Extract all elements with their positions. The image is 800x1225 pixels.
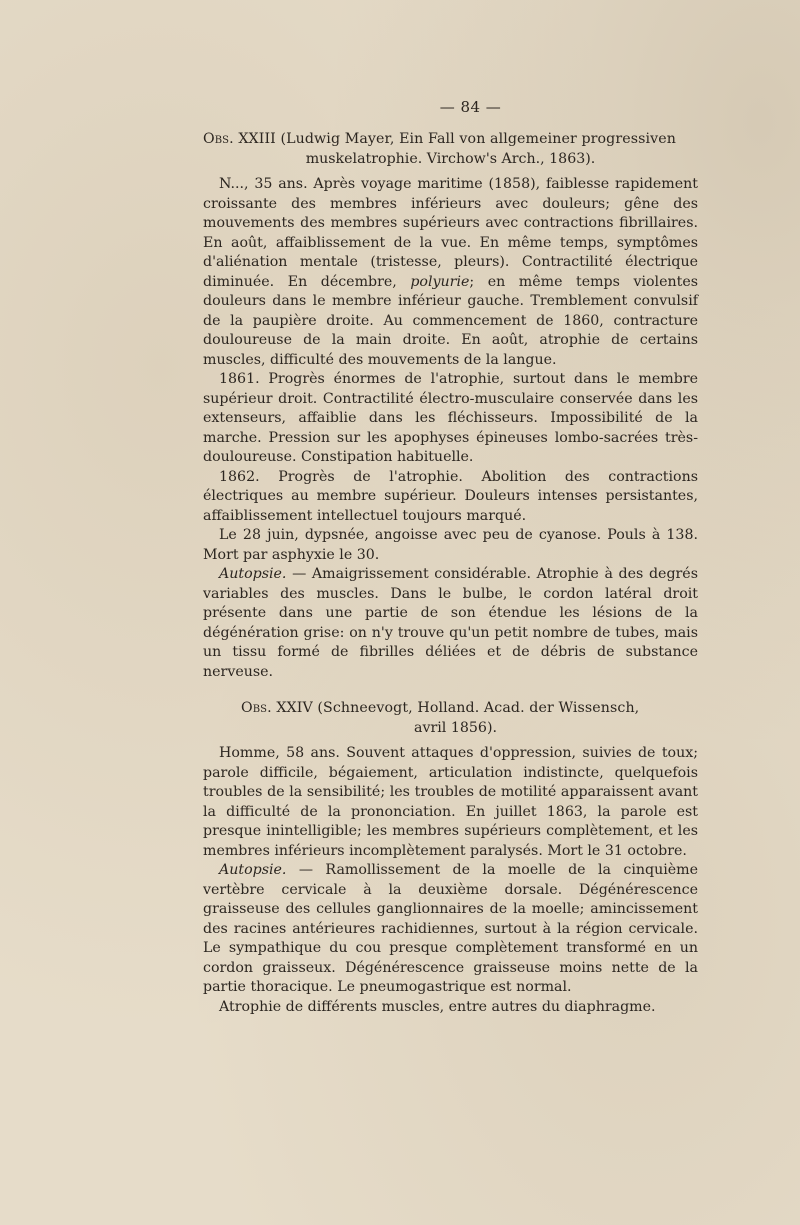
paragraph: Atrophie de différents muscles, entre autres du diaphragme. xyxy=(219,998,656,1015)
heading-line-2: avril 1856). xyxy=(414,719,497,736)
paragraph: 1861. Progrès énormes de l'atrophie, surtout dans le membre supérieur droit. Contractilité électro-musculaire conservée dans les extenseurs, affaiblie dans les fléchisseurs. Impossibilité de la marche. Pression sur les apophyses épineuses lombo-sacrées très-douloureuse. Constipation habituelle. xyxy=(203,371,698,465)
autopsie-label: Autopsie. xyxy=(219,862,287,878)
obs-label: Obs. xyxy=(203,131,234,147)
heading-line-2: muskelatrophie. Virchow's Arch., 1863). xyxy=(305,150,596,167)
paragraph: Le 28 juin, dypsnée, angoisse avec peu de cyanose. Pouls à 138. Mort par asphyxie le 30. xyxy=(203,527,698,563)
italic-term: polyurie xyxy=(410,273,470,290)
paragraph: Homme, 58 ans. Souvent attaques d'oppression, suivies de toux; parole difficile, bégaiement, articulation indistincte, quelquefois troubles de la sensibilité; les troubles de motilité apparaissent avant la difficulté de la prononciation. En juillet 1863, la parole est presque inintelligible; les membres supérieurs complètement, et les membres inférieurs incomplètement paralysés. Mort le 31 octobre. xyxy=(203,745,698,859)
paragraph: 1862. Progrès de l'atrophie. Abolition des contractions électriques au membre supérieur. Douleurs intenses persistantes, affaiblissement intellectuel toujours marqué. xyxy=(203,468,698,524)
page-number: — 84 — xyxy=(439,98,502,116)
observation-heading xyxy=(203,130,698,169)
paragraph: Autopsie. — Ramollissement de la moelle de la cinquième vertèbre cervicale à la deuxième dorsale. Dégénérescence graisseuse des cellules ganglionnaires de la moelle; amincissement des racines antérieures rachidiennes, surtout à la région cervicale. Le sympathique du cou presque complètement transformé en un cordon graisseux. Dégénérescence graisseuse moins nette de la partie thoracique. Le pneumogastrique est normal. xyxy=(203,862,698,995)
heading-line-1: XXIII (Ludwig Mayer, Ein Fall von allgemeiner progressiven xyxy=(233,131,676,147)
paragraph: N..., 35 ans. Après voyage maritime (1858), faiblesse rapidement croissante des membres inférieurs avec douleurs; gêne des mouvements des membres supérieurs avec contractions fibrillaires. En août, affaiblissement de la vue. En même temps, symptômes d'aliénation mentale (tristesse, pleurs). Contractilité électrique diminuée. En décembre, polyurie; en même temps violentes douleurs dans le membre inférieur gauche. Tremblement convulsif de la paupière droite. Au commencement de 1860, contracture douloureuse de la main droite. En août, atrophie de certains muscles, difficulté des mouvements de la langue. xyxy=(203,176,698,368)
paragraph: Autopsie. — Amaigrissement considérable. Atrophie à des degrés variables des muscles. Dans le bulbe, le cordon latéral droit présente dans une partie de son étendue les lésions de la dégénération grise: on n'y trouve qu'un petit nombre de tubes, mais un tissu formé de fibrilles déliées et de débris de substance nerveuse. xyxy=(203,566,698,680)
autopsie-label: Autopsie. xyxy=(219,566,287,582)
obs-label: Obs. xyxy=(241,700,272,716)
book-page xyxy=(203,98,698,1017)
observation-heading xyxy=(203,699,698,738)
heading-line-1: XXIV (Schneevogt, Holland. Acad. der Wissensch, xyxy=(271,700,640,716)
